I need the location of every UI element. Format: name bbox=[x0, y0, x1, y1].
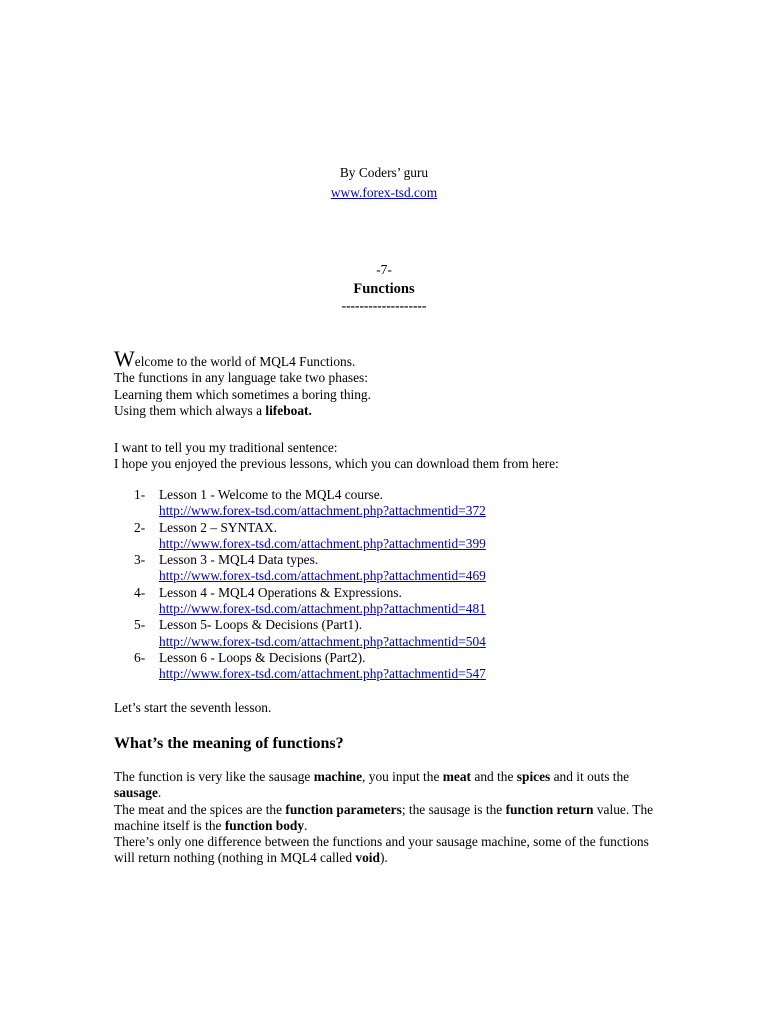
bold-function-return: function return bbox=[505, 801, 594, 817]
intro-line-2: The functions in any language take two phases: bbox=[114, 370, 368, 386]
bold-void: void bbox=[355, 850, 380, 866]
list-number: 3- bbox=[134, 552, 146, 568]
intro-line-1 bbox=[114, 346, 674, 371]
lesson-link[interactable]: http://www.forex-tsd.com/attachment.php?attachmentid=399 bbox=[159, 535, 486, 551]
lesson-link[interactable]: http://www.forex-tsd.com/attachment.php?attachmentid=547 bbox=[159, 666, 486, 682]
lesson-title: Lesson 4 - MQL4 Operations & Expressions. bbox=[159, 584, 402, 600]
lesson-link[interactable]: http://www.forex-tsd.com/attachment.php?attachmentid=481 bbox=[159, 601, 486, 617]
intro-paragraph bbox=[114, 346, 674, 419]
bold-function-body: function body bbox=[224, 817, 305, 833]
list-number: 4- bbox=[134, 584, 146, 600]
lesson-title: Lesson 2 – SYNTAX. bbox=[159, 519, 277, 535]
lesson-list bbox=[114, 487, 634, 683]
bold-sausage: sausage bbox=[114, 785, 158, 801]
lesson-title: Lesson 1 - Welcome to the MQL4 course. bbox=[159, 487, 384, 502]
lesson-title: Lesson 3 - MQL4 Data types. bbox=[159, 552, 319, 568]
bold-function-parameters: function parameters bbox=[285, 801, 402, 817]
lesson-link[interactable]: http://www.forex-tsd.com/attachment.php?attachmentid=372 bbox=[159, 503, 486, 519]
list-item bbox=[114, 552, 634, 585]
lesson-number: -7- bbox=[376, 262, 392, 277]
lifeboat-bold: lifeboat. bbox=[265, 402, 312, 418]
list-item bbox=[114, 487, 634, 520]
section-heading: What’s the meaning of functions? bbox=[114, 735, 344, 752]
paragraph-void: There’s only one difference between the functions and your sausage machine, some of the functions will return nothing (nothing in MQL4 called void). bbox=[114, 834, 649, 866]
site-link-row bbox=[0, 185, 768, 201]
page-title: Functions bbox=[353, 281, 415, 297]
lesson-title: Lesson 6 - Loops & Decisions (Part2). bbox=[159, 649, 366, 665]
previous-line-1: I want to tell you my traditional sentence: bbox=[114, 440, 338, 455]
previous-line-2: I hope you enjoyed the previous lessons, which you can download them from here: bbox=[114, 456, 559, 472]
list-item bbox=[114, 520, 634, 553]
intro-line-3: Learning them which sometimes a boring thing. bbox=[114, 386, 371, 402]
bold-machine: machine bbox=[313, 769, 363, 784]
bold-meat: meat bbox=[442, 769, 472, 784]
lesson-link[interactable]: http://www.forex-tsd.com/attachment.php?attachmentid=504 bbox=[159, 633, 486, 649]
bold-spices: spices bbox=[516, 769, 551, 784]
intro-line-4 bbox=[114, 403, 674, 419]
list-number: 1- bbox=[134, 487, 146, 502]
list-item bbox=[114, 585, 634, 618]
paragraph-sausage: The function is very like the sausage machine, you input the meat and the spices and it outs the sausage. bbox=[114, 769, 630, 801]
lesson-link[interactable]: http://www.forex-tsd.com/attachment.php?attachmentid=469 bbox=[159, 568, 486, 584]
drop-cap: W bbox=[114, 346, 135, 371]
start-lesson-text: Let’s start the seventh lesson. bbox=[114, 700, 272, 715]
list-number: 6- bbox=[134, 649, 146, 665]
site-link[interactable]: www.forex-tsd.com bbox=[330, 185, 438, 200]
intro-line-1-text: elcome to the world of MQL4 Functions. bbox=[134, 354, 356, 369]
list-number: 5- bbox=[134, 617, 146, 633]
list-item bbox=[114, 617, 634, 650]
lesson-title: Lesson 5- Loops & Decisions (Part1). bbox=[159, 617, 363, 633]
title-underline: ------------------- bbox=[341, 298, 427, 313]
previous-lessons-intro bbox=[114, 440, 674, 473]
paragraph-parameters: The meat and the spices are the function parameters; the sausage is the function return value. The machine itself is the function body. bbox=[114, 801, 654, 833]
author-line: By Coders’ guru bbox=[339, 165, 429, 180]
intro-line-4-text: Using them which always a bbox=[114, 402, 266, 418]
section-body bbox=[114, 769, 654, 867]
list-number: 2- bbox=[134, 519, 146, 535]
list-item bbox=[114, 650, 634, 683]
